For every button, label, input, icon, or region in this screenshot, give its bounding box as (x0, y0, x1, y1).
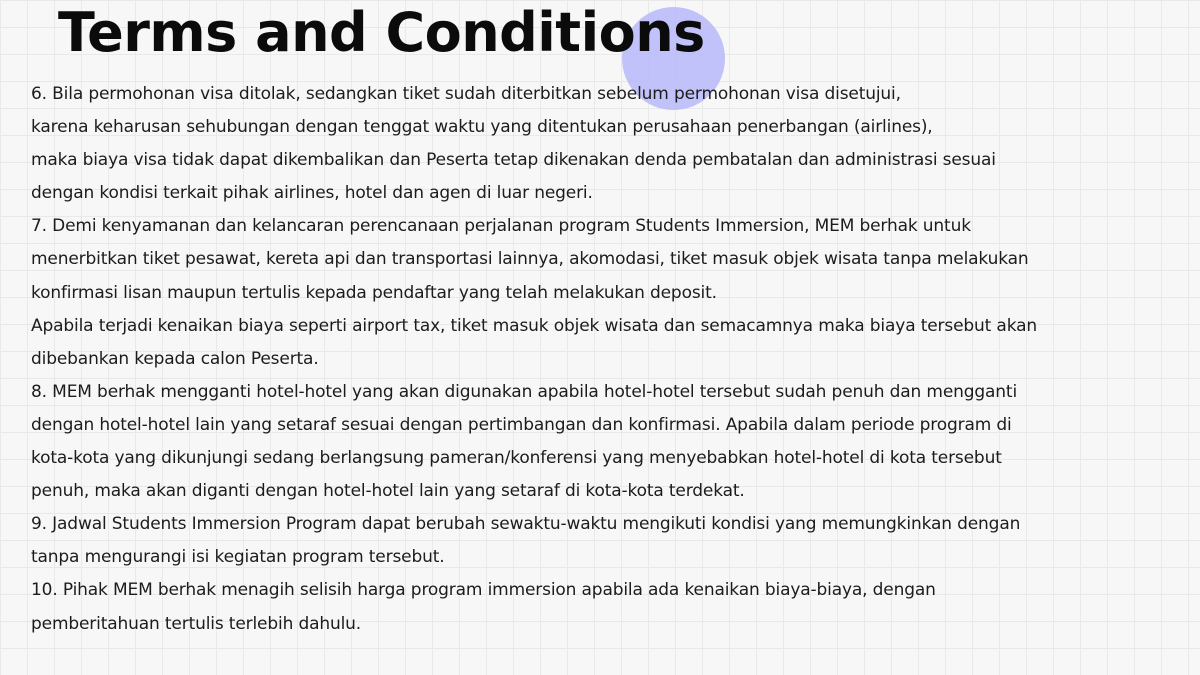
terms-line: konfirmasi lisan maupun tertulis kepada pendaftar yang telah melakukan deposit. (31, 282, 717, 303)
terms-line: karena keharusan sehubungan dengan tenggat waktu yang ditentukan perusahaan penerbangan (airlines), (31, 117, 933, 138)
terms-line: dengan hotel-hotel lain yang setaraf sesuai dengan pertimbangan dan konfirmasi. Apabila dalam periode program di (31, 414, 1012, 435)
terms-line: Apabila terjadi kenaikan biaya seperti airport tax, tiket masuk objek wisata dan semacamnya maka biaya tersebut akan (31, 315, 1037, 336)
terms-line: menerbitkan tiket pesawat, kereta api dan transportasi lainnya, akomodasi, tiket masuk objek wisata tanpa melakukan (31, 249, 1029, 270)
terms-line: dibebankan kepada calon Peserta. (31, 348, 319, 369)
terms-line: 8. MEM berhak mengganti hotel-hotel yang akan digunakan apabila hotel-hotel tersebut sudah penuh dan mengganti (31, 381, 1018, 402)
terms-line: tanpa mengurangi isi kegiatan program tersebut. (31, 547, 445, 568)
terms-line: 7. Demi kenyamanan dan kelancaran perencanaan perjalanan program Students Immersion, MEM berhak untuk (31, 216, 971, 237)
terms-line: dengan kondisi terkait pihak airlines, hotel dan agen di luar negeri. (31, 183, 593, 204)
terms-line: 6. Bila permohonan visa ditolak, sedangkan tiket sudah diterbitkan sebelum permohonan visa disetujui, (31, 84, 901, 104)
terms-line: 9. Jadwal Students Immersion Program dapat berubah sewaktu-waktu mengikuti kondisi yang memungkinkan dengan (31, 514, 1021, 535)
terms-line: kota-kota yang dikunjungi sedang berlangsung pameran/konferensi yang menyebabkan hotel-hotel di kota tersebut (31, 448, 1002, 469)
terms-body (31, 78, 1181, 641)
terms-line: pemberitahuan tertulis terlebih dahulu. (31, 613, 362, 634)
page-title: Terms and Conditions (58, 1, 705, 64)
terms-line: maka biaya visa tidak dapat dikembalikan dan Peserta tetap dikenakan denda pembatalan dan administrasi sesuai (31, 150, 996, 171)
terms-line: 10. Pihak MEM berhak menagih selisih harga program immersion apabila ada kenaikan biaya-biaya, dengan (31, 580, 936, 601)
terms-line: penuh, maka akan diganti dengan hotel-hotel lain yang setaraf di kota-kota terdekat. (31, 481, 745, 502)
